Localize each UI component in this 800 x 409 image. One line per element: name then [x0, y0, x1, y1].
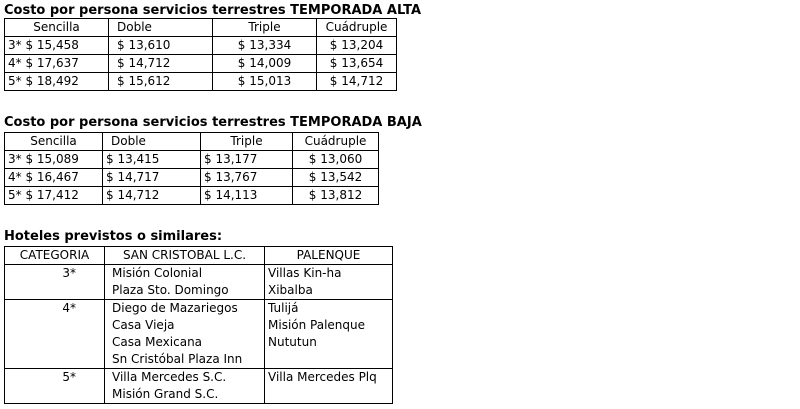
baja-title: Costo por persona servicios terrestres TEMPORADA BAJA	[4, 115, 422, 130]
table-cell: $ 15,013	[213, 73, 317, 91]
table-cell: $ 14,009	[213, 55, 317, 73]
hotels-table	[4, 246, 393, 404]
table-cell: $ 15,612	[109, 73, 213, 91]
column-header: Sencilla	[5, 19, 109, 37]
hotel-name: Villa Mercedes Plq	[268, 370, 377, 384]
column-header: Doble	[103, 133, 201, 151]
hotel-name: Casa Vieja	[112, 318, 175, 332]
table-cell: 4* $ 16,467	[5, 169, 103, 187]
column-header: Cuádruple	[293, 133, 379, 151]
table-cell: 3* $ 15,089	[5, 151, 103, 169]
column-header: SAN CRISTOBAL L.C.	[105, 247, 265, 265]
table-row	[5, 265, 393, 300]
hotel-name: Nututun	[268, 335, 317, 349]
table-cell: 3* $ 15,458	[5, 37, 109, 55]
hotel-name: Tulijá	[268, 301, 299, 315]
hotel-name: Villas Kin-ha	[268, 266, 342, 280]
table-cell: $ 13,334	[213, 37, 317, 55]
hotel-name: Sn Cristóbal Plaza Inn	[112, 352, 243, 366]
table-cell: $ 13,654	[317, 55, 397, 73]
alta-price-table	[4, 18, 397, 91]
table-cell: $ 13,767	[201, 169, 293, 187]
table-cell: $ 13,204	[317, 37, 397, 55]
table-cell: $ 14,712	[103, 187, 201, 205]
category-cell: 5*	[5, 369, 105, 404]
table-row	[5, 300, 393, 369]
table-row	[5, 151, 379, 169]
san-cristobal-cell	[105, 265, 265, 300]
hotel-name: Villa Mercedes S.C.	[112, 370, 227, 384]
column-header: Doble	[109, 19, 213, 37]
table-row	[5, 55, 397, 73]
palenque-cell	[265, 369, 393, 404]
category-cell: 3*	[5, 265, 105, 300]
column-header: CATEGORIA	[5, 247, 105, 265]
table-row	[5, 37, 397, 55]
palenque-cell	[265, 265, 393, 300]
san-cristobal-cell	[105, 369, 265, 404]
table-header-row	[5, 247, 393, 265]
table-cell: $ 14,712	[109, 55, 213, 73]
hoteles-title: Hoteles previstos o similares:	[4, 229, 223, 244]
hotel-name: Casa Mexicana	[112, 335, 203, 349]
category-cell: 4*	[5, 300, 105, 369]
table-row	[5, 169, 379, 187]
table-cell: $ 13,177	[201, 151, 293, 169]
table-row	[5, 369, 393, 404]
table-row	[5, 187, 379, 205]
table-cell: $ 13,610	[109, 37, 213, 55]
hotel-name: Misión Grand S.C.	[112, 387, 219, 401]
table-cell: 5* $ 17,412	[5, 187, 103, 205]
hotel-name: Diego de Mazariegos	[112, 301, 238, 315]
table-header-row	[5, 133, 379, 151]
alta-title: Costo por persona servicios terrestres TEMPORADA ALTA	[4, 3, 422, 18]
column-header: Triple	[213, 19, 317, 37]
san-cristobal-cell	[105, 300, 265, 369]
table-cell: 4* $ 17,637	[5, 55, 109, 73]
table-cell: $ 13,060	[293, 151, 379, 169]
table-cell: $ 14,712	[317, 73, 397, 91]
hotel-name: Plaza Sto. Domingo	[112, 283, 229, 297]
column-header: PALENQUE	[265, 247, 393, 265]
baja-price-table	[4, 132, 379, 205]
table-header-row	[5, 19, 397, 37]
table-cell: $ 14,113	[201, 187, 293, 205]
table-row	[5, 73, 397, 91]
column-header: Sencilla	[5, 133, 103, 151]
table-cell: $ 14,717	[103, 169, 201, 187]
table-cell: $ 13,542	[293, 169, 379, 187]
column-header: Cuádruple	[317, 19, 397, 37]
table-cell: 5* $ 18,492	[5, 73, 109, 91]
hotel-name: Xibalba	[268, 283, 313, 297]
palenque-cell	[265, 300, 393, 369]
hotel-name: Misión Palenque	[268, 318, 366, 332]
column-header: Triple	[201, 133, 293, 151]
table-cell: $ 13,415	[103, 151, 201, 169]
hotel-name: Misión Colonial	[112, 266, 203, 280]
table-cell: $ 13,812	[293, 187, 379, 205]
